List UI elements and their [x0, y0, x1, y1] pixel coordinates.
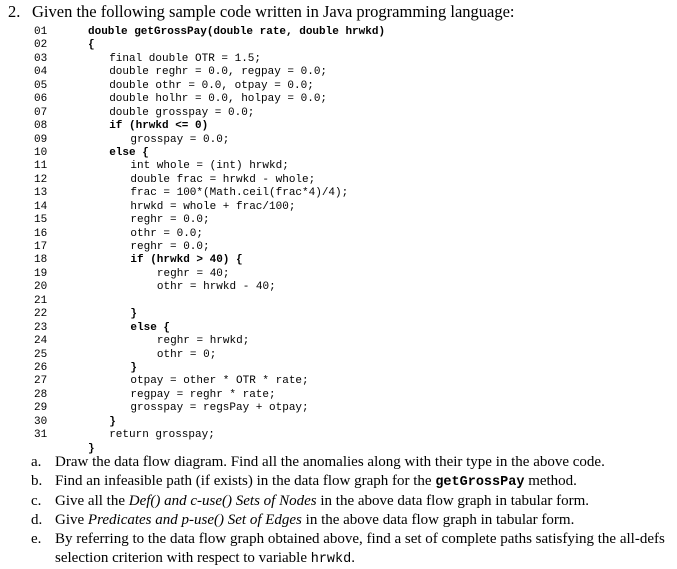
code-text: reghr = hrwkd; — [156, 335, 250, 348]
task-text-part: Find an infeasible path (if exists) in the data flow graph for the — [55, 473, 436, 489]
code-text: } — [130, 361, 137, 374]
question-heading — [8, 2, 515, 22]
code-text: hrwkd = whole + frac/100; — [130, 200, 296, 213]
line-number: 16 — [34, 227, 48, 240]
code-text: else { — [130, 321, 170, 334]
code-text: double reghr = 0.0, regpay = 0.0; — [109, 66, 328, 79]
code-line — [34, 295, 594, 308]
task-text-part: method. — [524, 473, 577, 489]
code-line — [34, 147, 594, 160]
task-item — [31, 472, 671, 492]
code-line — [34, 429, 594, 442]
code-line — [34, 134, 594, 147]
line-number: 26 — [34, 361, 48, 374]
code-text: double grosspay = 0.0; — [109, 106, 255, 119]
code-line — [34, 187, 594, 200]
line-number: 06 — [34, 93, 48, 106]
line-number: 01 — [34, 26, 48, 38]
task-text-part: Give all the — [55, 493, 129, 509]
code-text: regpay = reghr * rate; — [130, 388, 276, 401]
code-line — [34, 66, 594, 79]
code-listing — [34, 26, 594, 456]
code-text: reghr = 0.0; — [130, 214, 210, 227]
code-line — [34, 160, 594, 173]
task-item — [31, 511, 671, 530]
code-text: } — [88, 442, 95, 455]
code-text: } — [130, 308, 137, 321]
code-line — [34, 349, 594, 362]
task-label: d. — [31, 512, 43, 528]
code-text: othr = hrwkd - 40; — [156, 281, 276, 294]
code-line — [34, 308, 594, 321]
task-text-part: in the above data flow graph in tabular form. — [316, 493, 590, 509]
code-line — [34, 402, 594, 415]
line-number: 08 — [34, 120, 48, 133]
task-text — [55, 492, 671, 511]
task-text-part: . — [351, 550, 355, 566]
code-text: final double OTR = 1.5; — [109, 52, 262, 65]
code-line — [34, 53, 594, 66]
task-text — [55, 530, 671, 569]
code-text: frac = 100*(Math.ceil(frac*4)/4); — [130, 187, 349, 200]
line-number: 02 — [34, 39, 48, 52]
code-text: return grosspay; — [109, 429, 215, 442]
task-text-part: hrwkd — [310, 552, 352, 567]
code-line — [34, 389, 594, 402]
task-text-part: Give — [55, 512, 88, 528]
line-number: 22 — [34, 308, 48, 321]
code-line — [34, 80, 594, 93]
code-text: else { — [109, 146, 149, 159]
code-line — [34, 416, 594, 429]
code-line — [34, 26, 594, 39]
task-text-part: getGrossPay — [435, 475, 525, 490]
code-line — [34, 93, 594, 106]
code-line — [34, 241, 594, 254]
line-number: 10 — [34, 146, 48, 159]
code-line — [34, 107, 594, 120]
code-text: othr = 0; — [156, 348, 217, 361]
line-number: 07 — [34, 106, 48, 119]
code-text: reghr = 0.0; — [130, 241, 210, 253]
code-line — [34, 214, 594, 227]
code-text: } — [109, 415, 116, 428]
task-text-part: By referring to the data flow graph obtained above, find a set of complete paths satisfying the all-defs selection criterion with respect to variable — [55, 531, 665, 566]
task-text-part: in the above data flow graph in tabular form. — [301, 512, 575, 528]
code-text: if (hrwkd > 40) { — [130, 254, 243, 267]
code-line — [34, 268, 594, 281]
task-label: e. — [31, 531, 42, 547]
code-line — [34, 174, 594, 187]
task-text-part: Predicates and p-use() Set of Edges — [87, 512, 302, 528]
task-item — [31, 453, 671, 472]
code-text: int whole = (int) hrwkd; — [130, 160, 289, 173]
code-line — [34, 254, 594, 267]
line-number: 29 — [34, 402, 48, 415]
question-text: Given the following sample code written in Java programming language: — [32, 2, 515, 21]
line-number: 23 — [34, 321, 48, 334]
code-text: if (hrwkd <= 0) — [109, 120, 209, 133]
code-line — [34, 322, 594, 335]
task-label: c. — [31, 493, 42, 509]
task-text — [55, 472, 671, 492]
line-number: 24 — [34, 335, 48, 348]
line-number: 12 — [34, 173, 48, 186]
code-text: othr = 0.0; — [130, 227, 204, 240]
line-number: 14 — [34, 200, 48, 213]
code-text: otpay = other * OTR * rate; — [130, 375, 309, 388]
line-number: 21 — [34, 294, 48, 307]
line-number: 11 — [34, 160, 48, 173]
code-text: grosspay = 0.0; — [130, 133, 230, 146]
line-number: 28 — [34, 388, 48, 401]
task-text-part: Draw the data flow diagram. Find all the anomalies along with their type in the above code. — [55, 454, 605, 470]
line-number: 19 — [34, 267, 48, 280]
code-text: reghr = 40; — [156, 267, 230, 280]
code-line — [34, 281, 594, 294]
line-number: 13 — [34, 187, 48, 200]
line-number: 09 — [34, 133, 48, 146]
code-text: double getGrossPay(double rate, double hrwkd) — [88, 26, 386, 38]
line-number: 27 — [34, 375, 48, 388]
line-number: 31 — [34, 429, 48, 442]
code-line — [34, 201, 594, 214]
line-number: 03 — [34, 52, 48, 65]
task-item — [31, 530, 671, 569]
line-number: 18 — [34, 254, 48, 267]
line-number: 04 — [34, 66, 48, 79]
task-item — [31, 492, 671, 511]
task-label: a. — [31, 454, 42, 470]
code-text: grosspay = regsPay + otpay; — [130, 402, 309, 415]
task-list — [31, 453, 671, 569]
line-number: 05 — [34, 79, 48, 92]
task-text — [55, 453, 671, 472]
code-text: double othr = 0.0, otpay = 0.0; — [109, 79, 314, 92]
code-text: { — [88, 39, 95, 52]
task-text-part: Def() and c-use() Sets of Nodes — [128, 493, 317, 509]
question-number: 2. — [8, 2, 21, 21]
code-line — [34, 228, 594, 241]
code-line — [34, 335, 594, 348]
line-number: 17 — [34, 241, 48, 253]
line-number: 20 — [34, 281, 48, 294]
task-label: b. — [31, 473, 43, 489]
code-line — [34, 362, 594, 375]
task-text — [55, 511, 671, 530]
line-number: 15 — [34, 214, 48, 227]
code-line — [34, 120, 594, 133]
code-text: double frac = hrwkd - whole; — [130, 173, 316, 186]
line-number: 30 — [34, 415, 48, 428]
code-line — [34, 375, 594, 388]
code-line — [34, 39, 594, 52]
code-text: double holhr = 0.0, holpay = 0.0; — [109, 93, 328, 106]
line-number: 25 — [34, 348, 48, 361]
